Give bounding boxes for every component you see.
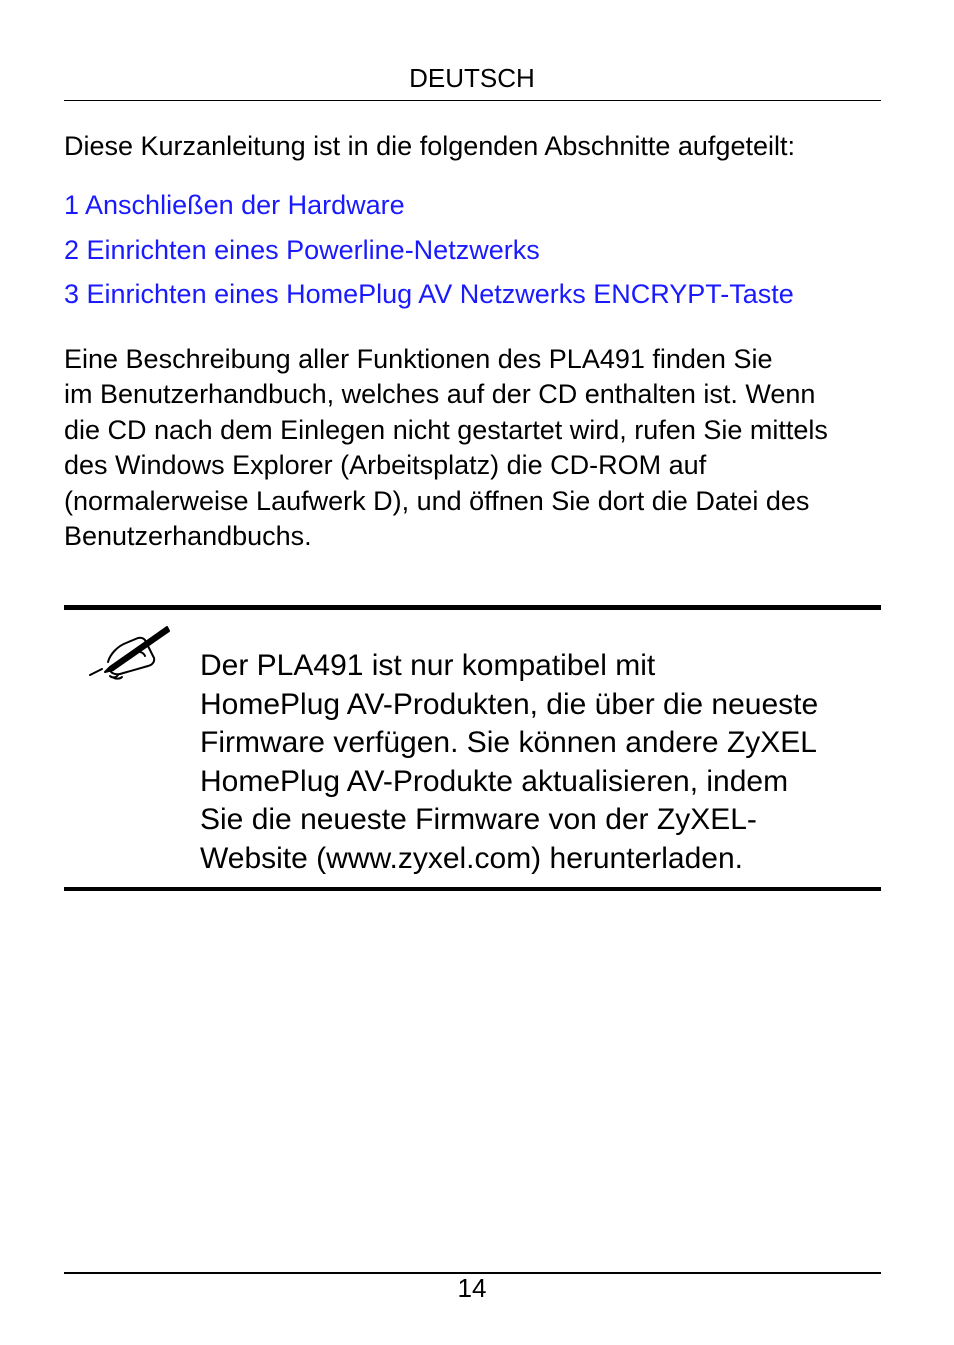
description-paragraph (64, 342, 894, 554)
page-header-language: DEUTSCH (409, 63, 535, 93)
table-of-contents (64, 183, 894, 317)
description-line: (normalerweise Laufwerk D), und öffnen Sie dort die Datei des (64, 485, 810, 516)
description-line: die CD nach dem Einlegen nicht gestartet wird, rufen Sie mittels (64, 414, 828, 445)
toc-link-homeplug-encrypt[interactable]: 3 Einrichten eines HomePlug AV Netzwerks ENCRYPT-Taste (64, 279, 794, 309)
toc-link-hardware[interactable]: 1 Anschließen der Hardware (64, 190, 405, 220)
note-top-rule (64, 605, 881, 610)
intro-text: Diese Kurzanleitung ist in die folgenden Abschnitte aufgeteilt: (64, 131, 795, 161)
description-line: im Benutzerhandbuch, welches auf der CD enthalten ist. Wenn (64, 379, 816, 410)
description-line: Eine Beschreibung aller Funktionen des PLA491 finden Sie (64, 344, 773, 374)
note-line: Sie die neueste Firmware von der ZyXEL- (200, 803, 757, 836)
note-bottom-rule (64, 887, 881, 891)
description-line: Benutzerhandbuchs. (64, 521, 312, 552)
note-line: Website (www.zyxel.com) herunterladen. (200, 841, 743, 875)
note-line: Firmware verfügen. Sie können andere ZyXEL (200, 726, 817, 759)
page-number: 14 (457, 1273, 487, 1303)
description-line: des Windows Explorer (Arbeitsplatz) die CD-ROM auf (64, 450, 707, 481)
writing-hand-icon (88, 622, 172, 680)
note-line: HomePlug AV-Produkte aktualisieren, indem (200, 764, 789, 798)
note-line: HomePlug AV-Produkten, die über die neueste (200, 687, 819, 721)
header-divider (64, 100, 881, 101)
note-line: Der PLA491 ist nur kompatibel mit (200, 649, 656, 682)
toc-link-powerline-network[interactable]: 2 Einrichten eines Powerline-Netzwerks (64, 234, 540, 265)
note-text (200, 647, 890, 878)
